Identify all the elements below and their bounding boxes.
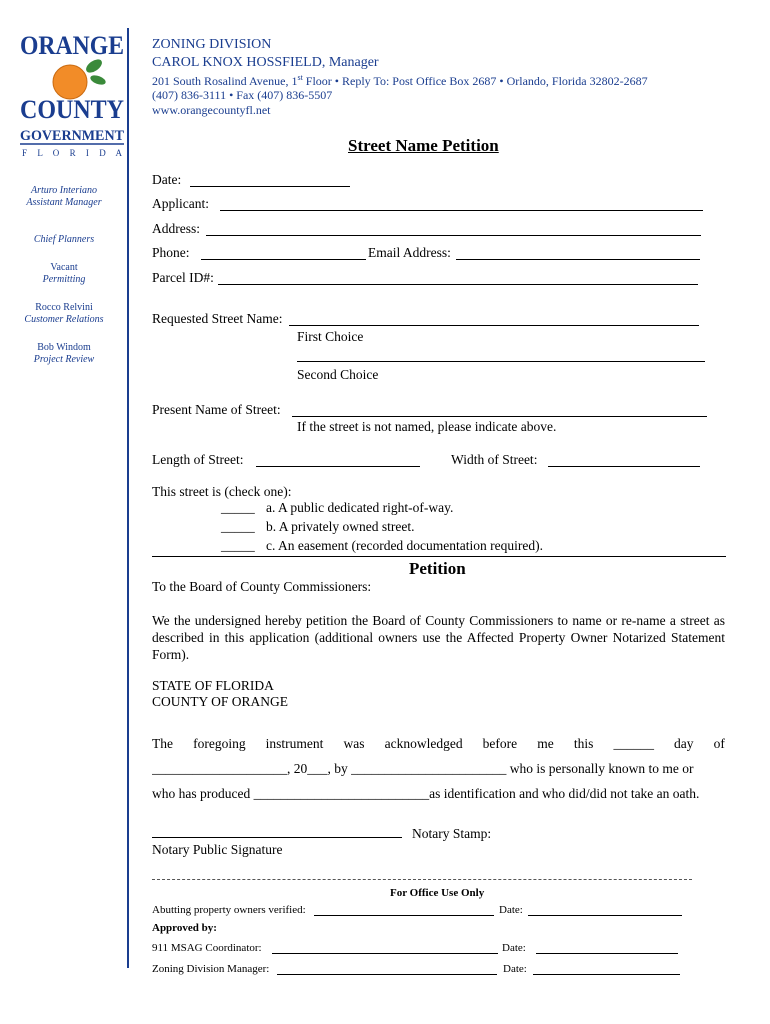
logo-county-text: COUNTY: [20, 95, 125, 124]
staff-entry: [4, 234, 124, 246]
address-text-rest: Floor • Reply To: Post Office Box 2687 • Orlando, Florida 32802-2687: [302, 74, 648, 88]
zoning-manager-field[interactable]: [277, 974, 497, 975]
staff-entry: [4, 262, 124, 286]
staff-name: Rocco Relvini: [35, 302, 93, 313]
state-line: STATE OF FLORIDA: [152, 678, 274, 693]
address-sup: st: [297, 73, 303, 82]
second-choice-field[interactable]: [297, 361, 705, 362]
length-label: Length of Street:: [152, 452, 244, 467]
phone-fax-line: (407) 836-3111 • Fax (407) 836-5507: [152, 88, 333, 102]
ack-word: acknowledged: [384, 736, 463, 751]
logo-orange-text: ORANGE: [20, 31, 124, 60]
approved-by-label: Approved by:: [152, 922, 217, 934]
petition-addressee: To the Board of County Commissioners:: [152, 579, 372, 594]
staff-role: Permitting: [42, 274, 86, 285]
acknowledgment-line-1: [152, 736, 725, 752]
ack-day-blank[interactable]: ______: [613, 736, 654, 751]
staff-name: Arturo Interiano: [30, 185, 97, 196]
website-link[interactable]: www.orangecountyfl.net: [152, 103, 271, 117]
abutting-field[interactable]: [314, 915, 494, 916]
option-a-blank[interactable]: _____: [221, 500, 255, 515]
address-label: Address:: [152, 221, 200, 236]
zoning-manager-label: Zoning Division Manager:: [152, 963, 270, 975]
ack-word: day: [674, 736, 694, 751]
acknowledgment-line-2[interactable]: ____________________, 20___, by _______________________ who is personally known to me or: [152, 761, 694, 776]
ack-word: instrument: [265, 736, 324, 751]
office-use-heading: For Office Use Only: [390, 887, 485, 899]
phone-label: Phone:: [152, 245, 190, 260]
first-choice-label: First Choice: [297, 329, 364, 344]
date-label: Date:: [152, 172, 182, 187]
page-title: Street Name Petition: [348, 136, 499, 155]
sidebar-divider: [127, 28, 129, 968]
staff-role: Project Review: [33, 354, 95, 365]
county-line: COUNTY OF ORANGE: [152, 694, 289, 709]
parcel-field[interactable]: [218, 284, 698, 285]
division-name: ZONING DIVISION: [152, 37, 272, 52]
staff-name: Vacant: [50, 262, 78, 273]
ack-word: The: [152, 736, 173, 751]
orange-county-logo: [18, 30, 126, 165]
requested-name-label: Requested Street Name:: [152, 311, 283, 326]
notary-stamp-label: Notary Stamp:: [412, 826, 492, 841]
staff-role: Assistant Manager: [26, 197, 102, 208]
option-b-blank[interactable]: _____: [221, 519, 255, 534]
ack-word: of: [713, 736, 725, 751]
abutting-date-field[interactable]: [528, 915, 682, 916]
petition-heading: Petition: [409, 559, 466, 578]
address-line: [152, 73, 648, 89]
present-name-field[interactable]: [292, 416, 707, 417]
ack-word: this: [573, 736, 594, 751]
ack-word: before: [482, 736, 518, 751]
abutting-label: Abutting property owners verified:: [152, 904, 306, 916]
option-c-label: c. An easement (recorded documentation required).: [266, 538, 544, 553]
staff-entry: [4, 302, 124, 326]
staff-entry: [4, 185, 124, 209]
address-field[interactable]: [206, 235, 701, 236]
leaf-icon: [89, 74, 107, 87]
option-a-label: a. A public dedicated right-of-way.: [266, 500, 454, 515]
phone-field[interactable]: [201, 259, 366, 260]
width-label: Width of Street:: [451, 452, 538, 467]
orange-fruit-icon: [53, 65, 87, 99]
petition-body: We the undersigned hereby petition the Board of County Commissioners to name or re-name a street as described in this application (additional owners use the Affected Property Owner Notarized Statement Form).: [152, 613, 725, 662]
width-field[interactable]: [548, 466, 700, 467]
notary-signature-field[interactable]: [152, 837, 402, 838]
ack-word: me: [537, 736, 554, 751]
length-field[interactable]: [256, 466, 420, 467]
logo-graphic: [18, 30, 126, 165]
second-choice-label: Second Choice: [297, 367, 379, 382]
zoning-manager-date-label: Date:: [503, 963, 527, 975]
manager-name: CAROL KNOX HOSSFIELD, Manager: [152, 55, 379, 70]
applicant-field[interactable]: [220, 210, 703, 211]
present-name-label: Present Name of Street:: [152, 402, 281, 417]
zoning-manager-date-field[interactable]: [533, 974, 680, 975]
ack-word: foregoing: [193, 736, 246, 751]
applicant-label: Applicant:: [152, 196, 209, 211]
msag-date-label: Date:: [502, 942, 526, 954]
email-label: Email Address:: [368, 245, 451, 260]
parcel-label: Parcel ID#:: [152, 270, 214, 285]
staff-entry: [4, 342, 124, 366]
msag-date-field[interactable]: [536, 953, 678, 954]
logo-government-text: GOVERNMENT: [20, 128, 124, 144]
acknowledgment-line-3[interactable]: who has produced __________________________as identification and who did/did not take an oath.: [152, 786, 700, 801]
date-field[interactable]: [190, 186, 350, 187]
msag-label: 911 MSAG Coordinator:: [152, 942, 262, 954]
address-text: 201 South Rosalind Avenue, 1: [152, 74, 298, 88]
logo-florida-text: F L O R I D A: [22, 148, 122, 158]
first-choice-field[interactable]: [289, 325, 699, 326]
email-field[interactable]: [456, 259, 700, 260]
notary-signature-label: Notary Public Signature: [152, 842, 283, 857]
ack-word: was: [343, 736, 365, 751]
office-divider: [152, 879, 692, 880]
check-one-label: This street is (check one):: [152, 484, 292, 499]
staff-name: Bob Windom: [37, 342, 91, 353]
msag-field[interactable]: [272, 953, 498, 954]
option-b-label: b. A privately owned street.: [266, 519, 415, 534]
staff-role: Customer Relations: [24, 314, 104, 325]
option-c-blank[interactable]: _____: [221, 538, 255, 553]
section-divider: [152, 556, 726, 557]
staff-role: Chief Planners: [33, 234, 95, 245]
abutting-date-label: Date:: [499, 904, 523, 916]
present-name-note: If the street is not named, please indicate above.: [297, 419, 557, 434]
